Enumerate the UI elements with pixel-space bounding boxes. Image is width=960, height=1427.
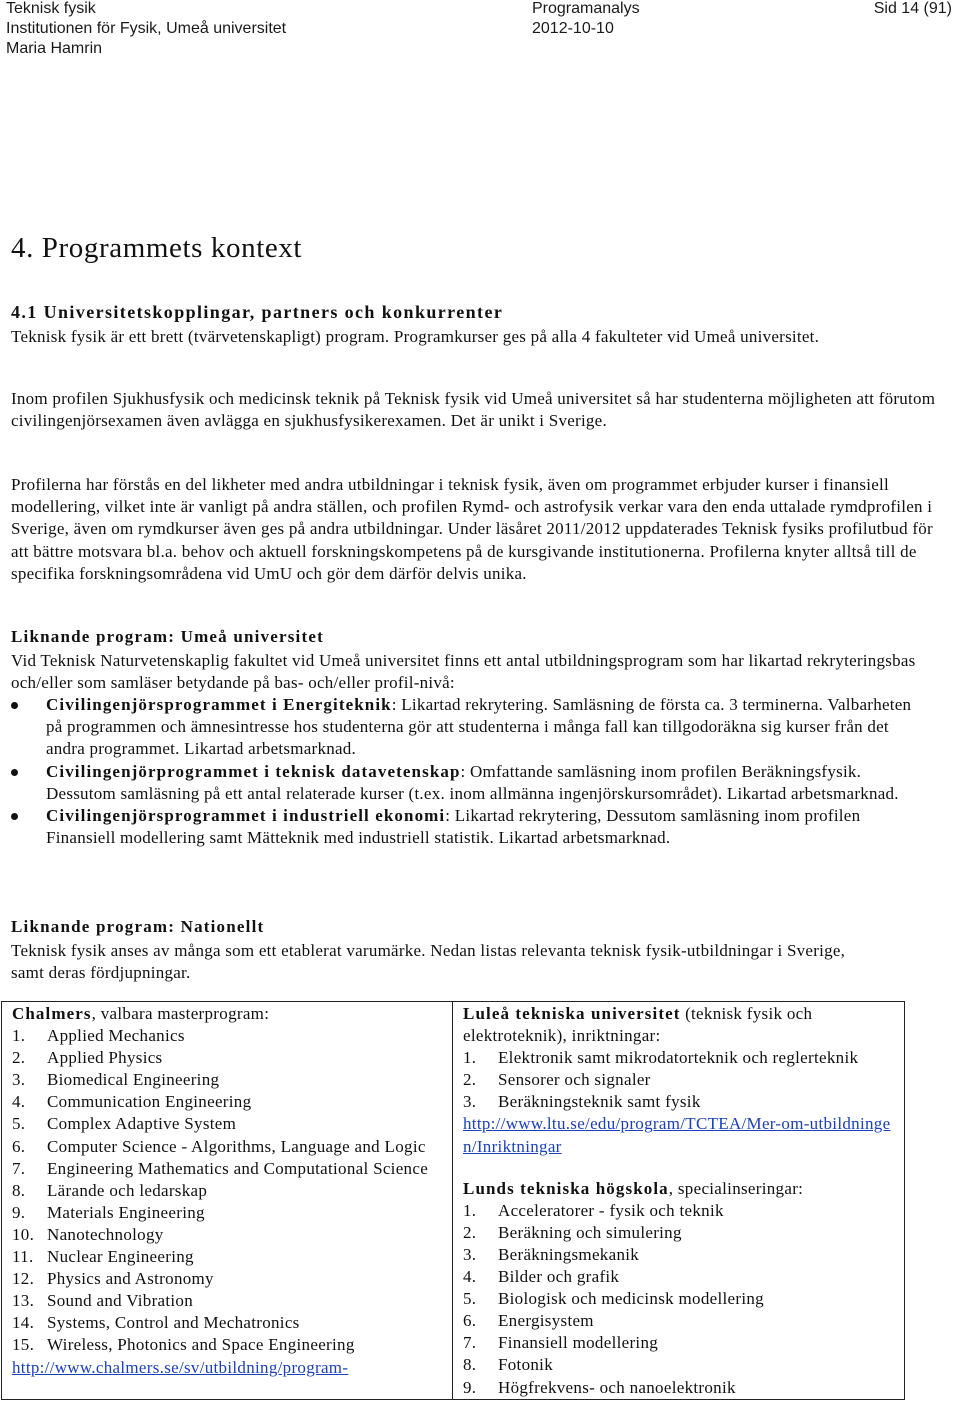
bullet-icon — [11, 813, 18, 820]
list-item: 15. Wireless, Photonics and Space Engineering — [12, 1335, 355, 1355]
list-item: 6. Computer Science - Algorithms, Language and Logic — [12, 1136, 426, 1156]
header-page-number: Sid 14 (91) — [873, 0, 952, 17]
program-item: Nanotechnology — [47, 1224, 164, 1244]
program-description: : Omfattande samläsning inom profilen Beräkningsfysik. Dessutom samläsning på ett antal relaterade kurser (t.ex. inom allmänna ingenjörskursområdet). Likartad arbetsmarknad. — [46, 761, 899, 803]
program-description: : Likartad rekrytering. Samläsning de första ca. 3 terminerna. Valbarheten på programmen och ämnesintresse hos studenterna gör att studenterna i många fall kan tillgodoräkna sig kurser från det andra programmet. Likartad arbetsmarknad. — [46, 695, 912, 759]
chalmers-cell — [2, 1002, 453, 1400]
header-doc-title: Programanalys — [532, 0, 640, 17]
program-item: Bilder och grafik — [498, 1267, 620, 1287]
program-name: Civilingenjörprogrammet i teknisk datavetenskap — [46, 761, 461, 781]
program-item: Applied Mechanics — [47, 1026, 185, 1046]
lth-heading — [463, 1178, 896, 1200]
list-item: 11. Nuclear Engineering — [12, 1247, 194, 1267]
ltu-suffix: (teknisk fysik och elektroteknik), inriktningar: — [463, 1004, 813, 1046]
paragraph-1: Teknisk fysik är ett brett (tvärvetenskapligt) program. Programkurser ges på alla 4 fakulteter vid Umeå universitet. — [11, 327, 820, 346]
list-item: 9. Materials Engineering — [12, 1202, 205, 1222]
program-item: Beräkningsmekanik — [498, 1244, 640, 1264]
header-left — [6, 0, 286, 59]
list-item — [11, 761, 931, 805]
paragraph-2: Inom profilen Sjukhusfysik och medicinsk teknik på Teknisk fysik vid Umeå universitet så har studenterna möjligheten att förutom civilingenjörsexamen även avlägga en sjukhusfysikerexamen. Det är unikt i Sverige. — [11, 389, 936, 431]
header-author: Maria Hamrin — [6, 40, 103, 57]
program-item: Physics and Astronomy — [47, 1269, 214, 1289]
local-heading: Liknande program: Umeå universitet — [11, 627, 324, 646]
section-title: 4.1 Universitetskopplingar, partners och konkurrenter — [11, 302, 504, 322]
program-item: Wireless, Photonics and Space Engineering — [47, 1335, 355, 1355]
program-item: Finansiell modellering — [498, 1333, 659, 1353]
local-intro: Vid Teknisk Naturvetenskaplig fakultet vid Umeå universitet finns ett antal utbildningsprogram som har likartad rekryteringsbas och/eller som samläser betydande på bas- och/eller profil-nivå: — [11, 651, 916, 693]
list-item: 2. Beräkning och simulering — [463, 1222, 682, 1242]
program-item: Biomedical Engineering — [47, 1070, 220, 1090]
program-item: Complex Adaptive System — [47, 1114, 237, 1134]
header-institution: Institutionen för Fysik, Umeå universitet — [6, 20, 287, 37]
list-item: 1. Acceleratorer - fysik och teknik — [463, 1200, 724, 1220]
program-item: Högfrekvens- och nanoelektronik — [498, 1377, 736, 1397]
ltu-link[interactable]: http://www.ltu.se/edu/program/TCTEA/Mer-om-utbildningen/Inriktningar — [463, 1114, 891, 1156]
program-item: Beräkningsteknik samt fysik — [498, 1092, 701, 1112]
ltu-name: Luleå tekniska universitet — [463, 1004, 681, 1023]
list-item: 2. Sensorer och signaler — [463, 1070, 651, 1090]
program-item: Materials Engineering — [47, 1202, 205, 1222]
list-item: 5. Complex Adaptive System — [12, 1114, 237, 1134]
list-item — [11, 805, 931, 849]
header-center — [532, 0, 640, 39]
list-item — [11, 694, 931, 761]
program-item: Sound and Vibration — [47, 1291, 194, 1311]
program-item: Communication Engineering — [47, 1092, 252, 1112]
chalmers-link[interactable]: http://www.chalmers.se/sv/utbildning/program- — [12, 1357, 349, 1377]
list-item: 1. Elektronik samt mikrodatorteknik och reglerteknik — [463, 1048, 859, 1068]
header-course: Teknisk fysik — [6, 0, 96, 17]
ltu-list — [463, 1047, 896, 1113]
program-item: Computer Science - Algorithms, Language and Logic — [47, 1136, 426, 1156]
chalmers-list — [12, 1025, 444, 1356]
list-item: 3. Beräkningsteknik samt fysik — [463, 1092, 701, 1112]
program-item: Fotonik — [498, 1355, 554, 1375]
national-intro: Teknisk fysik anses av många som ett etablerat varumärke. Nedan listas relevanta teknisk fysik-utbildningar i Sverige, samt deras fördjupningar. — [11, 941, 846, 983]
paragraph-3: Profilerna har förstås en del likheter med andra utbildningar i teknisk fysik, även om programmet erbjuder kurser i finansiell modellering, vilket inte är vanligt på andra ställen, och profilen Rymd- och astrofysik verkar vara den enda uttalade rymdprofilen i Sverige, även om rymdkurser även ges på andra utbildningar. Under läsåret 2011/2012 uppdaterades Teknisk fysiks profilutbud för att bättre motsvara bl.a. behov och aktuell forskningskompetens på de kursgivande institutionerna. Profilerna knyter alltså till de specifika forskningsområdena vid UmU och gör dem därför delvis unika. — [11, 475, 933, 583]
lth-suffix: , specialinseringar: — [668, 1178, 804, 1198]
program-item: Elektronik samt mikrodatorteknik och reglerteknik — [498, 1048, 859, 1068]
list-item: 1. Applied Mechanics — [12, 1026, 185, 1046]
national-heading: Liknande program: Nationellt — [11, 917, 265, 936]
chapter-title: 4. Programmets kontext — [11, 232, 303, 264]
chalmers-suffix: , valbara masterprogram: — [91, 1004, 270, 1023]
list-item: 4. Bilder och grafik — [463, 1267, 620, 1287]
page-header — [0, 0, 960, 60]
list-item: 6. Energisystem — [463, 1311, 594, 1331]
list-item: 5. Biologisk och medicinsk modellering — [463, 1289, 764, 1309]
program-item: Lärande och ledarskap — [47, 1180, 208, 1200]
list-item: 13. Sound and Vibration — [12, 1291, 194, 1311]
ltu-heading — [463, 1003, 896, 1047]
program-item: Nuclear Engineering — [47, 1247, 194, 1267]
list-item: 14. Systems, Control and Mechatronics — [12, 1313, 300, 1333]
list-item: 3. Beräkningsmekanik — [463, 1244, 640, 1264]
list-item: 3. Biomedical Engineering — [12, 1070, 220, 1090]
list-item: 7. Engineering Mathematics and Computational Science — [12, 1158, 429, 1178]
lth-name: Lunds tekniska högskola — [463, 1178, 669, 1198]
header-date: 2012-10-10 — [532, 20, 614, 37]
program-item: Energisystem — [498, 1311, 594, 1331]
chalmers-name: Chalmers — [12, 1004, 92, 1023]
program-item: Applied Physics — [47, 1048, 163, 1068]
program-name: Civilingenjörsprogrammet i Energiteknik — [46, 695, 392, 714]
chalmers-heading — [12, 1003, 444, 1025]
list-item: 7. Finansiell modellering — [463, 1333, 659, 1353]
list-item: 10. Nanotechnology — [12, 1224, 164, 1244]
local-program-list — [11, 694, 931, 849]
list-item: 9. Högfrekvens- och nanoelektronik — [463, 1377, 736, 1397]
program-description: : Likartad rekrytering, Dessutom samläsning inom profilen Finansiell modellering samt Mätteknik med industriell statistik. Likartad arbetsmarknad. — [46, 806, 861, 848]
bullet-icon — [11, 702, 18, 709]
lth-list — [463, 1200, 896, 1399]
bullet-icon — [11, 769, 18, 776]
program-item: Systems, Control and Mechatronics — [47, 1313, 300, 1333]
program-item: Beräkning och simulering — [498, 1222, 682, 1242]
program-name: Civilingenjörsprogrammet i industriell ekonomi — [46, 806, 446, 826]
ltu-lth-cell — [453, 1002, 905, 1400]
list-item: 8. Fotonik — [463, 1355, 554, 1375]
program-item: Acceleratorer - fysik och teknik — [498, 1200, 724, 1220]
list-item: 8. Lärande och ledarskap — [12, 1180, 208, 1200]
programs-table — [1, 1001, 905, 1400]
program-item: Biologisk och medicinsk modellering — [498, 1289, 764, 1309]
program-item: Engineering Mathematics and Computational Science — [47, 1158, 429, 1178]
spacer — [463, 1158, 896, 1178]
list-item: 4. Communication Engineering — [12, 1092, 252, 1112]
list-item: 12. Physics and Astronomy — [12, 1269, 214, 1289]
list-item: 2. Applied Physics — [12, 1048, 163, 1068]
program-item: Sensorer och signaler — [498, 1070, 651, 1090]
